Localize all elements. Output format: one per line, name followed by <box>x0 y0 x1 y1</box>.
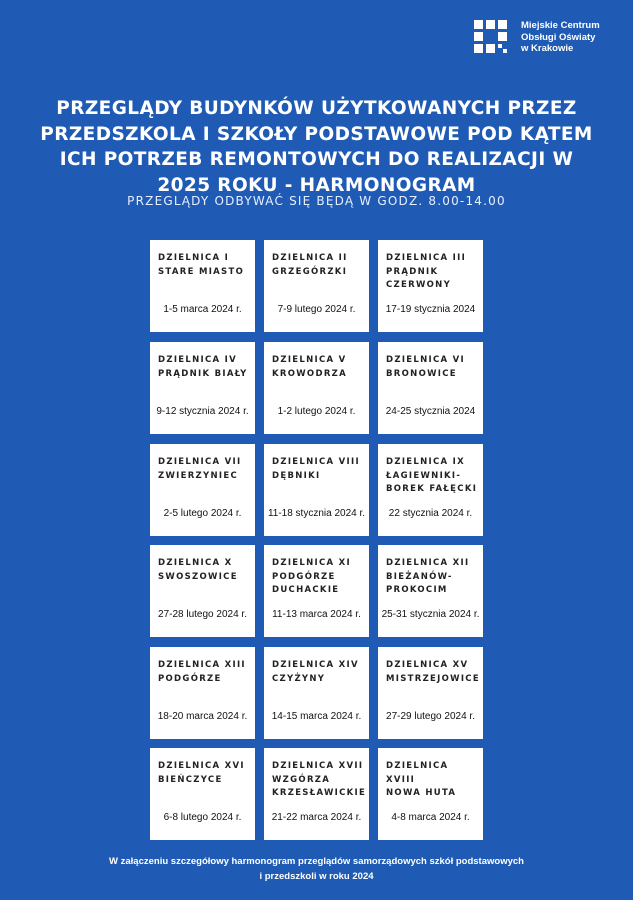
district-schedule-grid <box>150 240 483 840</box>
district-date: 9-12 stycznia 2024 r. <box>156 406 249 417</box>
district-name: DZIELNICA X SWOSZOWICE <box>158 558 238 582</box>
district-date: 6-8 lutego 2024 r. <box>163 812 242 823</box>
district-date: 17-19 stycznia 2024 <box>385 304 476 315</box>
district-name: DZIELNICA III PRĄDNIK CZERWONY <box>386 253 467 290</box>
district-card <box>150 444 255 536</box>
district-name: DZIELNICA XVIII NOWA HUTA <box>386 761 457 798</box>
district-name: DZIELNICA VII ZWIERZYNIEC <box>158 457 242 481</box>
logo <box>474 20 600 55</box>
district-name: DZIELNICA I STARE MIASTO <box>158 253 245 277</box>
district-name: DZIELNICA VIII DĘBNIKI <box>272 457 360 481</box>
district-date: 27-28 lutego 2024 r. <box>158 609 247 620</box>
district-date: 4-8 marca 2024 r. <box>391 812 470 823</box>
district-date: 7-9 lutego 2024 r. <box>277 304 356 315</box>
district-card <box>378 545 483 637</box>
district-name: DZIELNICA V KROWODRZA <box>272 355 348 379</box>
district-date: 2-5 lutego 2024 r. <box>163 508 242 519</box>
district-name: DZIELNICA II GRZEGÓRZKI <box>272 253 348 277</box>
district-date: 24-25 stycznia 2024 <box>385 406 476 417</box>
district-name: DZIELNICA XI PODGÓRZE DUCHACKIE <box>272 558 351 595</box>
district-card <box>264 444 369 536</box>
district-name: DZIELNICA XVII WZGÓRZA KRZESŁAWICKIE <box>272 761 367 798</box>
district-card <box>378 647 483 739</box>
district-name: DZIELNICA VI BRONOWICE <box>386 355 465 379</box>
district-date: 11-13 marca 2024 r. <box>272 609 361 620</box>
page-title: PRZEGLĄDY BUDYNKÓW UŻYTKOWANYCH PRZEZ PRZEDSZKOLA I SZKOŁY PODSTAWOWE POD KĄTEM ICH POTRZEB REMONTOWYCH DO REALIZACJI W 2025 ROKU - HARMONOGRAM <box>40 98 593 196</box>
district-date: 22 stycznia 2024 r. <box>388 508 473 519</box>
page-subtitle: PRZEGLĄDY ODBYWAĆ SIĘ BĘDĄ W GODZ. 8.00-14.00 <box>127 194 506 208</box>
district-name: DZIELNICA XIII PODGÓRZE <box>158 660 246 684</box>
district-card <box>150 342 255 434</box>
mcoo-logo-icon <box>474 20 507 53</box>
district-card <box>264 545 369 637</box>
district-name: DZIELNICA XII BIEŻANÓW- PROKOCIM <box>386 558 470 595</box>
district-card <box>378 342 483 434</box>
district-card <box>264 342 369 434</box>
district-card <box>264 748 369 840</box>
district-date: 1-2 lutego 2024 r. <box>277 406 356 417</box>
district-card <box>378 444 483 536</box>
district-card <box>378 240 483 332</box>
district-card <box>264 647 369 739</box>
district-card <box>150 545 255 637</box>
footer-note: W załączeniu szczegółowy harmonogram przeglądów samorządowych szkół podstawowych i przedszkoli w roku 2024 <box>109 856 524 882</box>
district-name: DZIELNICA XV MISTRZEJOWICE <box>386 660 480 684</box>
district-card <box>150 647 255 739</box>
district-date: 11-18 stycznia 2024 r. <box>267 508 366 519</box>
district-card <box>150 748 255 840</box>
district-card <box>378 748 483 840</box>
district-name: DZIELNICA XVI BIEŃCZYCE <box>158 761 245 785</box>
district-date: 18-20 marca 2024 r. <box>157 711 248 722</box>
district-name: DZIELNICA IX ŁAGIEWNIKI- BOREK FAŁĘCKI <box>386 457 478 494</box>
district-date: 14-15 marca 2024 r. <box>271 711 362 722</box>
logo-text: Miejskie Centrum Obsługi Oświaty w Krakowie <box>521 20 600 54</box>
district-name: DZIELNICA IV PRĄDNIK BIAŁY <box>158 355 248 379</box>
district-date: 27-29 lutego 2024 r. <box>386 711 475 722</box>
district-card <box>150 240 255 332</box>
district-date: 25-31 stycznia 2024 r. <box>381 609 480 620</box>
district-date: 1-5 marca 2024 r. <box>163 304 242 315</box>
district-card <box>264 240 369 332</box>
district-name: DZIELNICA XIV CZYŻYNY <box>272 660 359 684</box>
district-date: 21-22 marca 2024 r. <box>271 812 362 823</box>
